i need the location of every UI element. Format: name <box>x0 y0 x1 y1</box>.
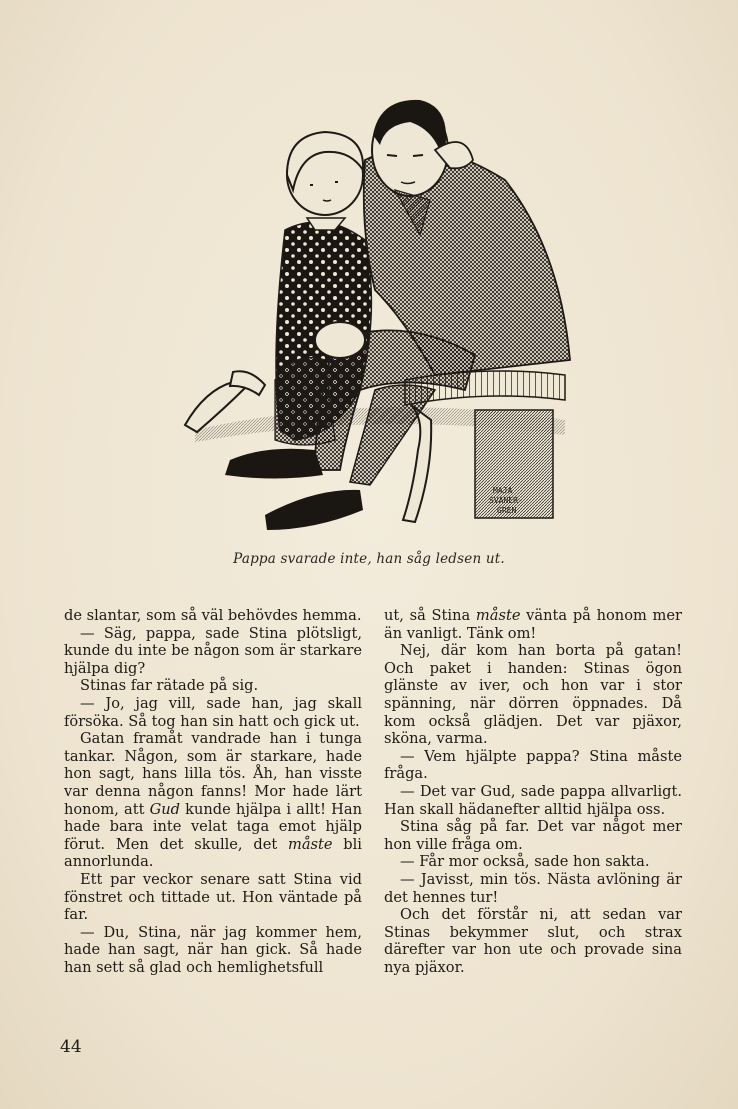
paragraph: Gatan framåt vandrade han i tunga tankar. Någon, som är starkare, hade hon sagt, hans lilla tös. Åh, han visste var denna någon fanns! Mor hade lärt honom, att Gud kunde hjälpa i allt! Han hade bara inte velat taga emot hjälp förut. Men det skulle, det måste bli annorlunda. <box>64 730 362 871</box>
paragraph: ut, så Stina måste vänta på honom mer än vanligt. Tänk om! <box>384 607 682 642</box>
signature-line: GREN <box>497 506 517 515</box>
paragraph: Och det förstår ni, att sedan var Stinas bekymmer slut, och strax därefter var hon ute och provade sina nya pjäxor. <box>384 906 682 976</box>
emphasis: måste <box>287 835 333 853</box>
paragraph: — Jo, jag vill, sade han, jag skall försöka. Så tog han sin hatt och gick ut. <box>64 694 362 730</box>
paragraph: Stinas far rätade på sig. <box>80 677 259 695</box>
father-daughter-illustration-icon <box>175 90 580 535</box>
illustration-caption: Pappa svarade inte, han såg ledsen ut. <box>233 551 505 567</box>
text-column-right <box>384 607 682 976</box>
text-column-left <box>64 607 362 976</box>
signature-line: SVANER- <box>489 496 523 505</box>
paragraph: — Får mor också, sade hon sakta. <box>400 853 650 871</box>
page-number: 44 <box>60 1037 82 1057</box>
paragraph: Nej, där kom han borta på gatan! Och paket i handen: Stinas ögon glänste av iver, och hon var i stor spänning, när dörren öppnades. Då kom också glädjen. Det var pjäxor, sköna, varma. <box>384 642 682 748</box>
paragraph: de slantar, som så väl behövdes hemma. <box>64 607 362 624</box>
emphasis: måste <box>475 607 521 624</box>
paragraph: Ett par veckor senare satt Stina vid fönstret och tittade ut. Hon väntade på far. <box>64 870 362 924</box>
signature-line: MAJA <box>493 486 513 495</box>
paragraph: — Det var Gud, sade pappa allvarligt. Han skall hädanefter alltid hjälpa oss. <box>384 782 682 818</box>
paragraph: Stina såg på far. Det var något mer hon ville fråga om. <box>384 818 682 853</box>
paragraph: — Javisst, min tös. Nästa avlöning är det hennes tur! <box>384 870 682 906</box>
paragraph: — Säg, pappa, sade Stina plötsligt, kunde du inte be någon som är starkare hjälpa dig? <box>64 624 362 677</box>
paragraph: — Vem hjälpte pappa? Stina måste fråga. <box>384 747 682 783</box>
emphasis: Gud <box>149 800 180 818</box>
paragraph: — Du, Stina, när jag kommer hem, hade han sagt, när han gick. Så hade han sett så glad och hemlighetsfull <box>64 923 362 976</box>
